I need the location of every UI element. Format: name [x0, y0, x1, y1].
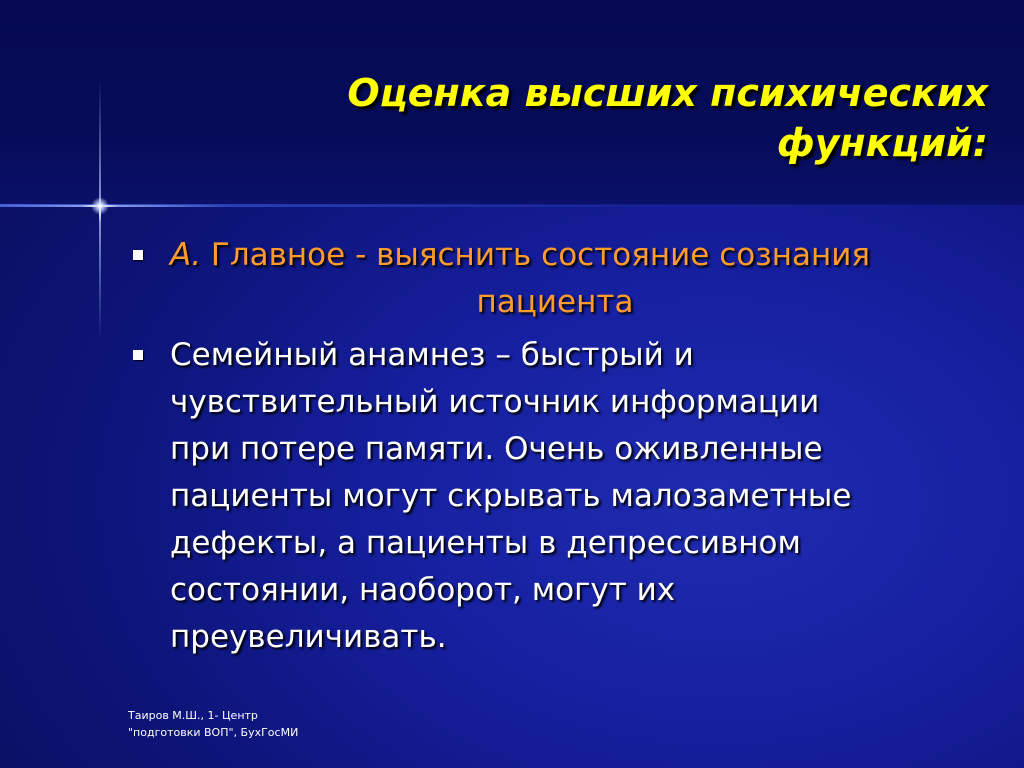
bullet-item-family-history	[130, 332, 970, 661]
bullet-list	[130, 232, 970, 661]
square-bullet-icon	[133, 250, 143, 260]
bullet-item-main-goal	[130, 232, 970, 326]
bullet-text-line: дефекты, а пациенты в депрессивном	[170, 525, 801, 561]
bullet-text-line: при потере памяти. Очень оживленные	[170, 431, 823, 467]
bullet-text-line: чувствительный источник информации	[170, 384, 820, 420]
slide-title	[268, 68, 988, 168]
square-bullet-icon	[133, 350, 143, 360]
bullet-text-line-1: Главное - выяснить состояние сознания	[210, 237, 871, 273]
bullet-text-line: Семейный анамнез – быстрый и	[170, 337, 694, 373]
slide-title-line-1: Оценка высших психических	[347, 71, 988, 115]
footer-author-line: Таиров М.Ш., 1- Центр	[128, 709, 258, 722]
bullet-text-line: пациенты могут скрывать малозаметные	[170, 478, 852, 514]
bullet-text-line: состоянии, наоборот, могут их	[170, 572, 676, 608]
slide-title-line-2: функций:	[776, 121, 988, 165]
slide-footer	[128, 707, 298, 741]
sparkle-decoration-icon	[91, 197, 109, 215]
bullet-text-line-2: пациента	[476, 284, 634, 320]
footer-institution-line: "подготовки ВОП", БухГосМИ	[128, 726, 299, 739]
bullet-lead-letter: А.	[170, 237, 202, 273]
bullet-text-line: преувеличивать.	[170, 619, 447, 655]
sparkle-horizontal-ray	[0, 205, 230, 207]
